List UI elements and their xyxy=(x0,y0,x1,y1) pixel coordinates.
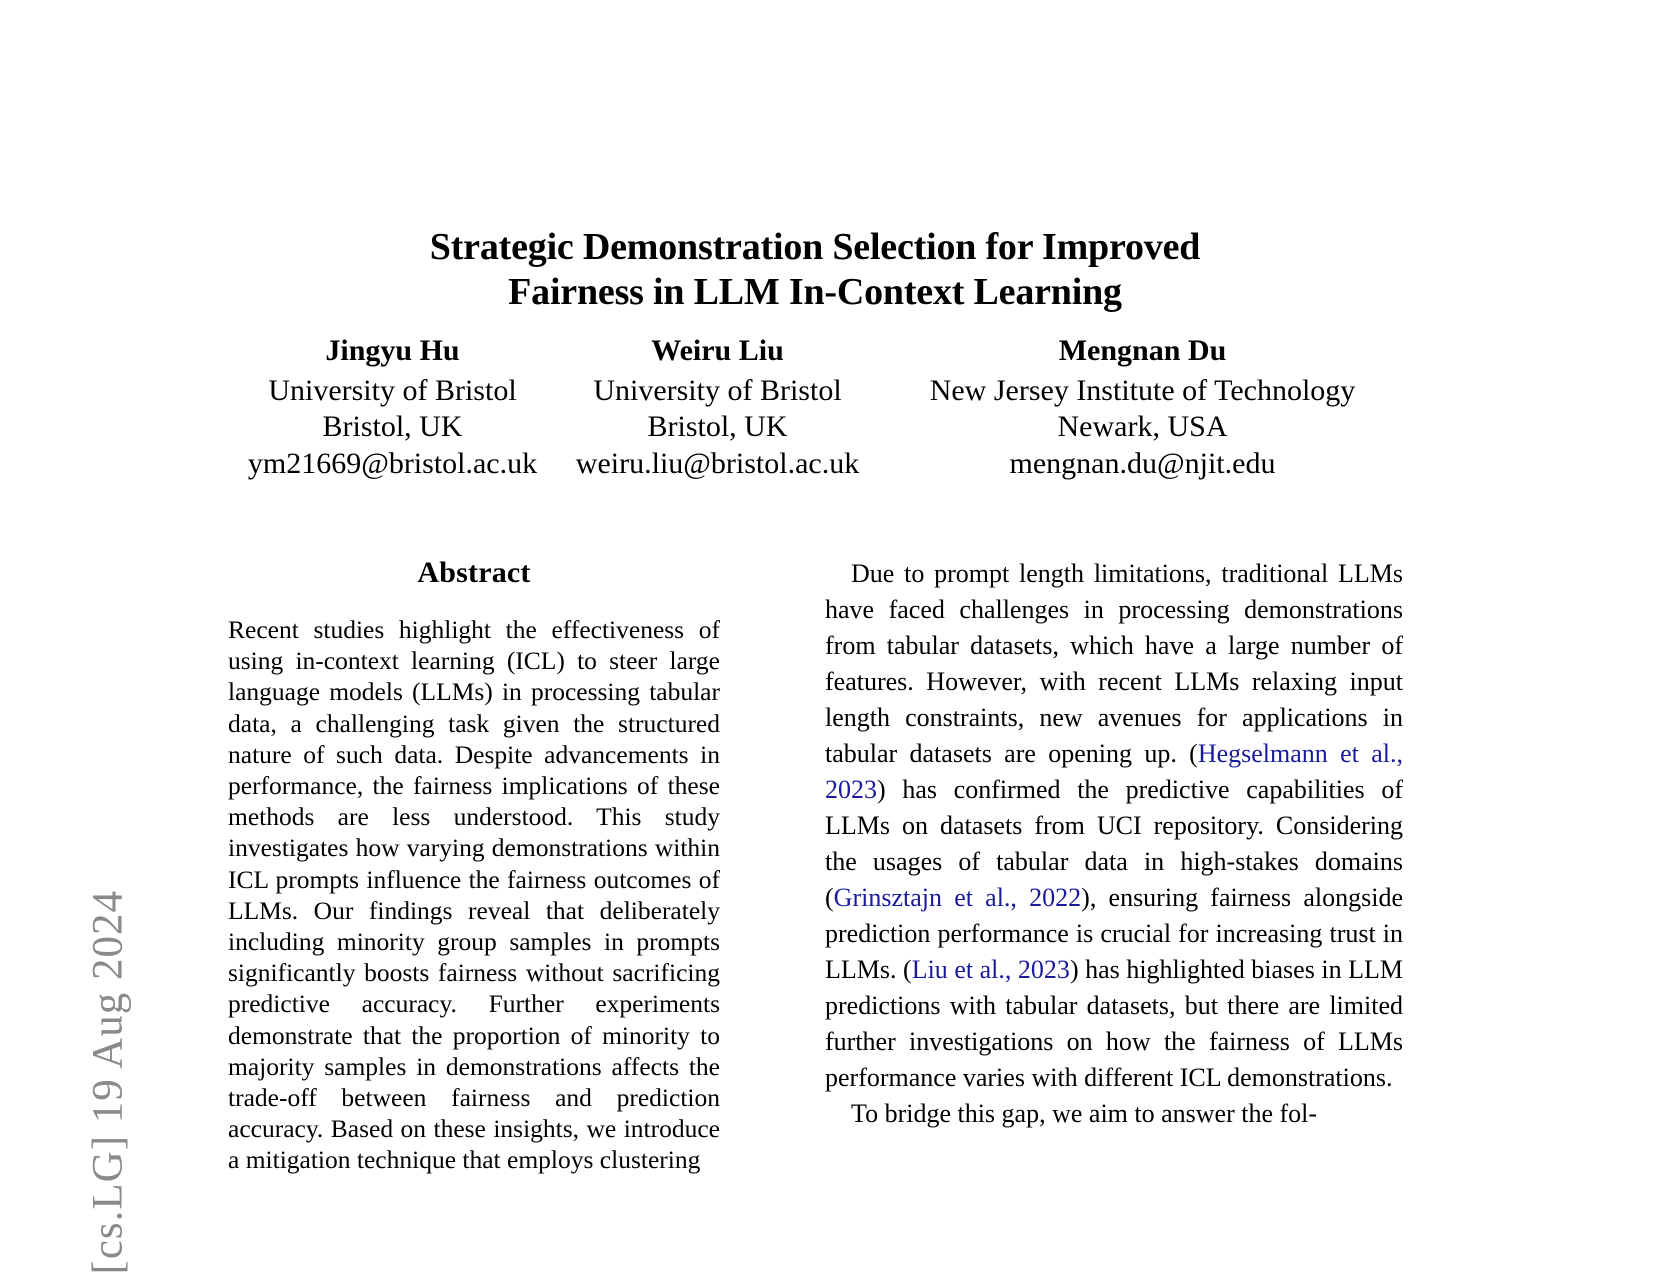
citation-link-liu[interactable]: Liu et al., 2023 xyxy=(911,955,1070,984)
column-left xyxy=(228,556,720,1246)
citation-link-hegselmann[interactable]: Hegselmann et al., 2023 xyxy=(825,739,1403,804)
intro-paragraph-2: To bridge this gap, we aim to answer the fol- xyxy=(851,1099,1318,1128)
author-name: Mengnan Du xyxy=(1058,334,1227,367)
title-line-1: Strategic Demonstration Selection for Improved xyxy=(429,226,1201,269)
author-location: Bristol, UK xyxy=(647,410,788,444)
author-entry xyxy=(555,333,880,482)
body-columns xyxy=(228,556,1403,1246)
author-name: Weiru Liu xyxy=(651,334,784,367)
abstract-heading: Abstract xyxy=(417,556,531,589)
arxiv-submission-stamp: [cs.LG] 19 Aug 2024 xyxy=(84,890,132,1275)
intro-text-part-3: ), ensuring fairness alongside prediction performance is crucial for increasing trust in LLMs. ( xyxy=(825,883,1403,984)
intro-paragraph-1 xyxy=(825,556,1403,1096)
author-affiliation: New Jersey Institute of Technology xyxy=(929,373,1356,407)
page-title xyxy=(230,225,1400,315)
intro-text-part-2: ) has confirmed the predictive capabilities of LLMs on datasets from UCI repository. Considering the usages of tabular data in high-stakes domains ( xyxy=(825,775,1403,912)
author-affiliation: University of Bristol xyxy=(268,373,517,407)
author-email[interactable]: ym21669@bristol.ac.uk xyxy=(247,446,538,480)
author-location: Newark, USA xyxy=(1057,410,1228,444)
author-list xyxy=(230,333,1405,482)
column-right xyxy=(825,556,1403,1246)
author-name: Jingyu Hu xyxy=(325,334,460,367)
citation-link-grinsztajn[interactable]: Grinsztajn et al., 2022 xyxy=(833,883,1082,912)
title-line-2: Fairness in LLM In-Context Learning xyxy=(508,271,1122,314)
intro-text-part-1: Due to prompt length limitations, traditional LLMs have faced challenges in processing demonstrations from tabular datasets, which have a large number of features. However, with recent LLMs relaxing input length constraints, new avenues for applications in tabular datasets are opening up. ( xyxy=(825,559,1403,768)
author-entry xyxy=(230,333,555,482)
author-email[interactable]: mengnan.du@njit.edu xyxy=(1009,446,1276,480)
intro-text-part-4: ) has highlighted biases in LLM predictions with tabular datasets, but there are limited further investigations on how the fairness of LLMs performance varies with different ICL demonstrations. xyxy=(825,955,1403,1092)
author-location: Bristol, UK xyxy=(322,410,463,444)
author-affiliation: University of Bristol xyxy=(593,373,842,407)
author-entry xyxy=(880,333,1405,482)
paper-title-block xyxy=(230,200,1400,341)
author-email[interactable]: weiru.liu@bristol.ac.uk xyxy=(575,446,860,480)
abstract-text: Recent studies highlight the effectiveness of using in-context learning (ICL) to steer large language models (LLMs) in processing tabular data, a challenging task given the structured nature of such data. Despite advancements in performance, the fairness implications of these methods are less understood. This study investigates how varying demonstrations within ICL prompts influence the fairness outcomes of LLMs. Our findings reveal that deliberately including minority group samples in prompts significantly boosts fairness without sacrificing predictive accuracy. Further experiments demonstrate that the proportion of minority to majority samples in demonstrations affects the trade-off between fairness and prediction accuracy. Based on these insights, we introduce a mitigation technique that employs clustering xyxy=(228,615,720,1175)
